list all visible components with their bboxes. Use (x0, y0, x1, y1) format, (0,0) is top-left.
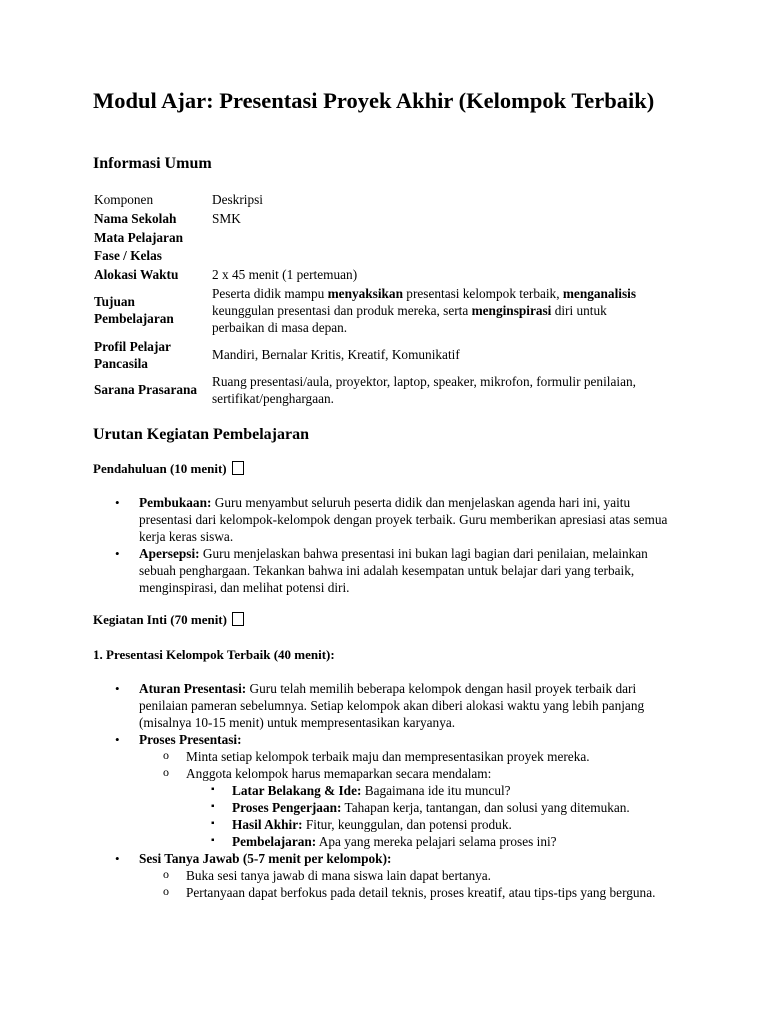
pendahuluan-list (93, 494, 683, 596)
list-item (93, 833, 692, 850)
inti-sub-heading: 1. Presentasi Kelompok Terbaik (40 menit): (93, 647, 335, 662)
section-informasi-umum: Informasi Umum (93, 155, 212, 172)
list-item (93, 680, 683, 731)
row-key: Mata Pelajaran (94, 229, 183, 245)
table-row (92, 246, 662, 265)
list-item (93, 884, 683, 901)
row-value (210, 228, 662, 246)
pendahuluan-heading (93, 460, 244, 477)
item-text: Minta setiap kelompok terbaik maju dan mempresentasikan proyek mereka. (186, 749, 590, 764)
circle-bullet-icon: o (163, 884, 169, 898)
row-key: Alokasi Waktu (94, 266, 179, 282)
heading-text: Kegiatan Inti (70 menit) (93, 612, 227, 627)
list-item (93, 731, 683, 748)
table-row (92, 265, 662, 283)
info-table (92, 190, 662, 407)
table-row (92, 228, 662, 246)
circle-bullet-icon: o (163, 748, 169, 762)
list-item (93, 850, 683, 867)
square-bullet-icon: ▪ (211, 818, 215, 829)
bullet-icon: • (115, 732, 120, 747)
list-item (93, 748, 683, 765)
emphasis: menganalisis (562, 285, 637, 301)
emphasis: menginspirasi (471, 302, 552, 318)
emoji-placeholder-icon (232, 461, 244, 475)
item-text: Pertanyaan dapat berfokus pada detail teknis, proses kreatif, atau tips-tips yang berguna. (186, 885, 656, 900)
item-text: Guru telah memilih beberapa kelompok dengan hasil proyek terbaik dari penilaian pameran sebelumnya. Setiap kelompok akan diberi alokasi waktu yang lebih panjang (misalnya 10-15 menit) untuk mempresentasikan karyanya. (139, 681, 645, 730)
emphasis: menyaksikan (327, 285, 403, 301)
header-deskripsi: Deskripsi (212, 192, 263, 207)
table-header-row (92, 190, 662, 209)
table-row (92, 337, 662, 372)
table-row (92, 209, 662, 228)
inti-heading (93, 611, 244, 628)
bullet-icon: • (115, 495, 120, 510)
text-run: keunggulan presentasi dan produk mereka, serta (212, 302, 472, 318)
inti-list (93, 680, 683, 901)
item-text: Bagaimana ide itu muncul? (361, 783, 511, 798)
row-key: Profil Pelajar Pancasila (94, 338, 171, 371)
item-label: Pembukaan: (139, 495, 212, 510)
section-urutan-kegiatan: Urutan Kegiatan Pembelajaran (93, 426, 309, 443)
row-value (210, 283, 662, 337)
emoji-placeholder-icon (232, 612, 244, 626)
bullet-icon: • (115, 546, 120, 561)
row-key: Nama Sekolah (94, 211, 177, 226)
square-bullet-icon: ▪ (211, 835, 215, 846)
item-text: Fitur, keunggulan, dan potensi produk. (302, 817, 512, 832)
item-label: Proses Pengerjaan: (232, 800, 342, 815)
item-label: Pembelajaran: (232, 834, 317, 849)
circle-bullet-icon: o (163, 867, 169, 881)
list-item (93, 765, 683, 782)
list-item (93, 816, 672, 833)
item-text: Guru menyambut seluruh peserta didik dan menjelaskan agenda hari ini, yaitu presentasi dari kelompok-kelompok dengan proyek terbaik. Guru memberikan apresiasi atas semua kerja keras siswa. (139, 495, 668, 544)
row-key: Tujuan Pembelajaran (94, 294, 174, 326)
item-label: Proses Presentasi: (139, 732, 242, 747)
list-item (93, 545, 683, 596)
item-label: Apersepsi: (139, 546, 200, 561)
item-label: Latar Belakang & Ide: (232, 783, 362, 798)
text-run: presentasi kelompok terbaik, (402, 285, 563, 301)
item-label: Aturan Presentasi: (139, 681, 247, 696)
row-value: 2 x 45 menit (1 pertemuan) (212, 266, 358, 282)
heading-text: Pendahuluan (10 menit) (93, 461, 227, 476)
square-bullet-icon: ▪ (211, 801, 215, 812)
bullet-icon: • (115, 851, 120, 866)
square-bullet-icon: ▪ (211, 784, 215, 795)
list-item (93, 799, 632, 816)
item-text: Buka sesi tanya jawab di mana siswa lain dapat bertanya. (186, 868, 491, 883)
item-label: Hasil Akhir: (232, 817, 303, 832)
page-title: Modul Ajar: Presentasi Proyek Akhir (Kelompok Terbaik) (93, 88, 655, 113)
row-value: Mandiri, Bernalar Kritis, Kreatif, Komunikatif (212, 347, 460, 362)
text-run: Peserta didik mampu (212, 285, 328, 301)
item-text: Anggota kelompok harus memaparkan secara mendalam: (186, 766, 492, 781)
row-key: Fase / Kelas (94, 248, 162, 263)
list-item (93, 494, 683, 545)
row-value: Ruang presentasi/aula, proyektor, laptop, speaker, mikrofon, formulir penilaian, sertifikat/penghargaan. (212, 373, 636, 406)
bullet-icon: • (115, 681, 120, 696)
item-text: Apa yang mereka pelajari selama proses ini? (316, 834, 557, 849)
item-label: Sesi Tanya Jawab (5-7 menit per kelompok): (139, 851, 392, 866)
table-row (92, 283, 662, 337)
row-value: SMK (212, 211, 241, 226)
item-text: Guru menjelaskan bahwa presentasi ini bukan lagi bagian dari penilaian, melainkan sebuah penghargaan. Tekankan bahwa ini adalah kesempatan untuk belajar dari yang terbaik, menginspirasi, dan melihat potensi diri. (139, 546, 648, 595)
list-item (93, 867, 683, 884)
list-item (93, 782, 562, 799)
table-row (92, 372, 662, 407)
header-komponen: Komponen (94, 192, 154, 207)
circle-bullet-icon: o (163, 765, 169, 779)
row-key: Sarana Prasarana (94, 382, 198, 397)
text-run: diri untuk perbaikan di masa depan. (212, 302, 607, 335)
item-text: Tahapan kerja, tantangan, dan solusi yang ditemukan. (341, 800, 630, 815)
row-value (210, 246, 662, 265)
